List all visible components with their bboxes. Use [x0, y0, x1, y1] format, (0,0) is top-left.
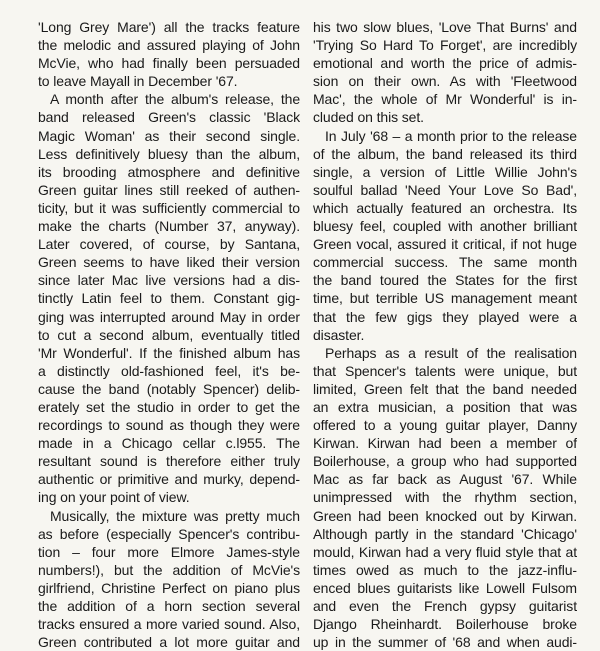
text-line: Mac as far back as August '67. While: [313, 471, 577, 488]
text-line: the addition of a horn section several: [38, 598, 300, 614]
text-line: Django Rheinhardt. Boilerhouse broke: [313, 616, 577, 633]
text-line: the melodic and assured playing of John: [38, 37, 300, 54]
text-line: single, a version of Little Willie John's: [313, 163, 577, 180]
text-line: 'Mr Wonderful'. If the finished album has: [38, 344, 300, 361]
text-line: a distinctly old-fashioned feel, it's be-: [38, 362, 300, 379]
text-line: ing on your point of view.: [38, 489, 190, 506]
text-line: Green contributed a lot more guitar and: [38, 634, 300, 651]
text-line: recordings to sound as though they were: [38, 417, 300, 434]
text-line: authentic or primitive and murky, depend-: [38, 471, 300, 488]
text-line: 'Trying So Hard To Forget', are incredibly: [313, 37, 577, 54]
text-line: A month after the album's release, the: [50, 91, 300, 108]
text-line: numbers!), but the addition of McVie's: [38, 561, 300, 578]
text-line: tinctly Latin feel to them. Constant gig-: [38, 290, 300, 307]
text-line: time, but terrible US management meant: [313, 290, 577, 307]
text-line: Musically, the mixture was pretty much: [50, 507, 300, 524]
text-line: enced blues guitarists like Lowell Fulsom: [313, 579, 577, 596]
text-line: bluesy feel, coupled with another brilliant: [313, 218, 577, 235]
text-line: to leave Mayall in December '67.: [38, 73, 238, 90]
text-line: made in a Chicago cellar c.l955. The: [38, 435, 300, 452]
text-line: and even the French gypsy guitarist: [313, 598, 577, 614]
text-line: up in the summer of '68 and when audi-: [313, 634, 577, 651]
text-line: that the few gigs they played were a: [313, 308, 577, 325]
text-line: soulful ballad 'Need Your Love So Bad',: [313, 181, 577, 198]
text-line: cluded on this set.: [313, 109, 424, 126]
right-text-column: [313, 18, 577, 651]
text-line: Green seems to have liked their version: [38, 254, 300, 271]
text-line: as before (especially Spencer's contribu-: [38, 525, 300, 542]
text-line: erately set the studio in order to get the: [38, 398, 300, 415]
text-line: emotional and worth the price of admis-: [313, 55, 577, 72]
text-line: Boilerhouse, a group who had supported: [313, 453, 577, 470]
text-line: sion on their own. As with 'Fleetwood: [313, 73, 577, 90]
text-line: ging was interrupted around May in order: [38, 308, 300, 325]
text-line: Green guitar lines still reeked of authen-: [38, 181, 300, 198]
text-line: Magic Woman' as their second single.: [38, 127, 300, 144]
text-line: cause the band (notably Spencer) delib-: [38, 380, 300, 397]
text-line: band released Green's classic 'Black: [38, 109, 300, 126]
text-line: Later covered, of course, by Santana,: [38, 236, 300, 253]
text-line: McVie, who had finally been persuaded: [38, 55, 300, 72]
text-line: Although partly in the standard 'Chicago': [313, 525, 577, 542]
text-line: commercial success. The same month: [313, 254, 577, 271]
text-line: the band toured the States for the first: [313, 272, 577, 289]
text-line: limited, Green felt that the band needed: [313, 380, 577, 397]
text-line: times owed as much to the jazz-influ-: [313, 561, 577, 578]
text-line: Perhaps as a result of the realisation: [325, 344, 577, 361]
text-line: Kirwan. Kirwan had been a member of: [313, 435, 577, 452]
text-line: tracks ensured a more varied sound. Also,: [38, 616, 300, 633]
text-line: to cut a second album, eventually titled: [38, 326, 300, 343]
text-line: disaster.: [313, 326, 365, 343]
text-line: Less definitively bluesy than the album,: [38, 145, 300, 162]
text-line: of the album, the band released its third: [313, 145, 577, 162]
text-line: tion – four more Elmore James-style: [38, 543, 300, 560]
text-line: its brooding atmosphere and definitive: [38, 163, 300, 180]
text-line: Green had been knocked out by Kirwan.: [313, 507, 577, 524]
text-line: that Spencer's talents were unique, but: [313, 362, 577, 379]
text-line: girlfriend, Christine Perfect on piano plus: [38, 579, 300, 596]
text-line: mould, Kirwan had a very fluid style that at: [313, 543, 577, 560]
text-line: Mac', the whole of Mr Wonderful' is in-: [313, 91, 577, 108]
left-text-column: [38, 18, 300, 651]
text-line: ticity, but it was sufficiently commercial to: [38, 199, 300, 216]
text-line: resultant sound is therefore either truly: [38, 453, 300, 470]
text-line: which actually featured an orchestra. Its: [313, 199, 577, 216]
text-line: In July '68 – a month prior to the release: [325, 127, 577, 144]
text-line: make the charts (Number 37, anyway).: [38, 218, 300, 235]
text-line: offered to a young guitar player, Danny: [313, 417, 577, 434]
text-line: unimpressed with the rhythm section,: [313, 489, 577, 506]
text-line: since later Mac live versions had a dis-: [38, 272, 300, 289]
text-line: 'Long Grey Mare') all the tracks feature: [38, 19, 300, 35]
text-line: Green vocal, assured it critical, if not huge: [313, 236, 577, 253]
text-line: his two slow blues, 'Love That Burns' and: [313, 19, 577, 35]
text-line: an extra musician, a position that was: [313, 398, 577, 415]
